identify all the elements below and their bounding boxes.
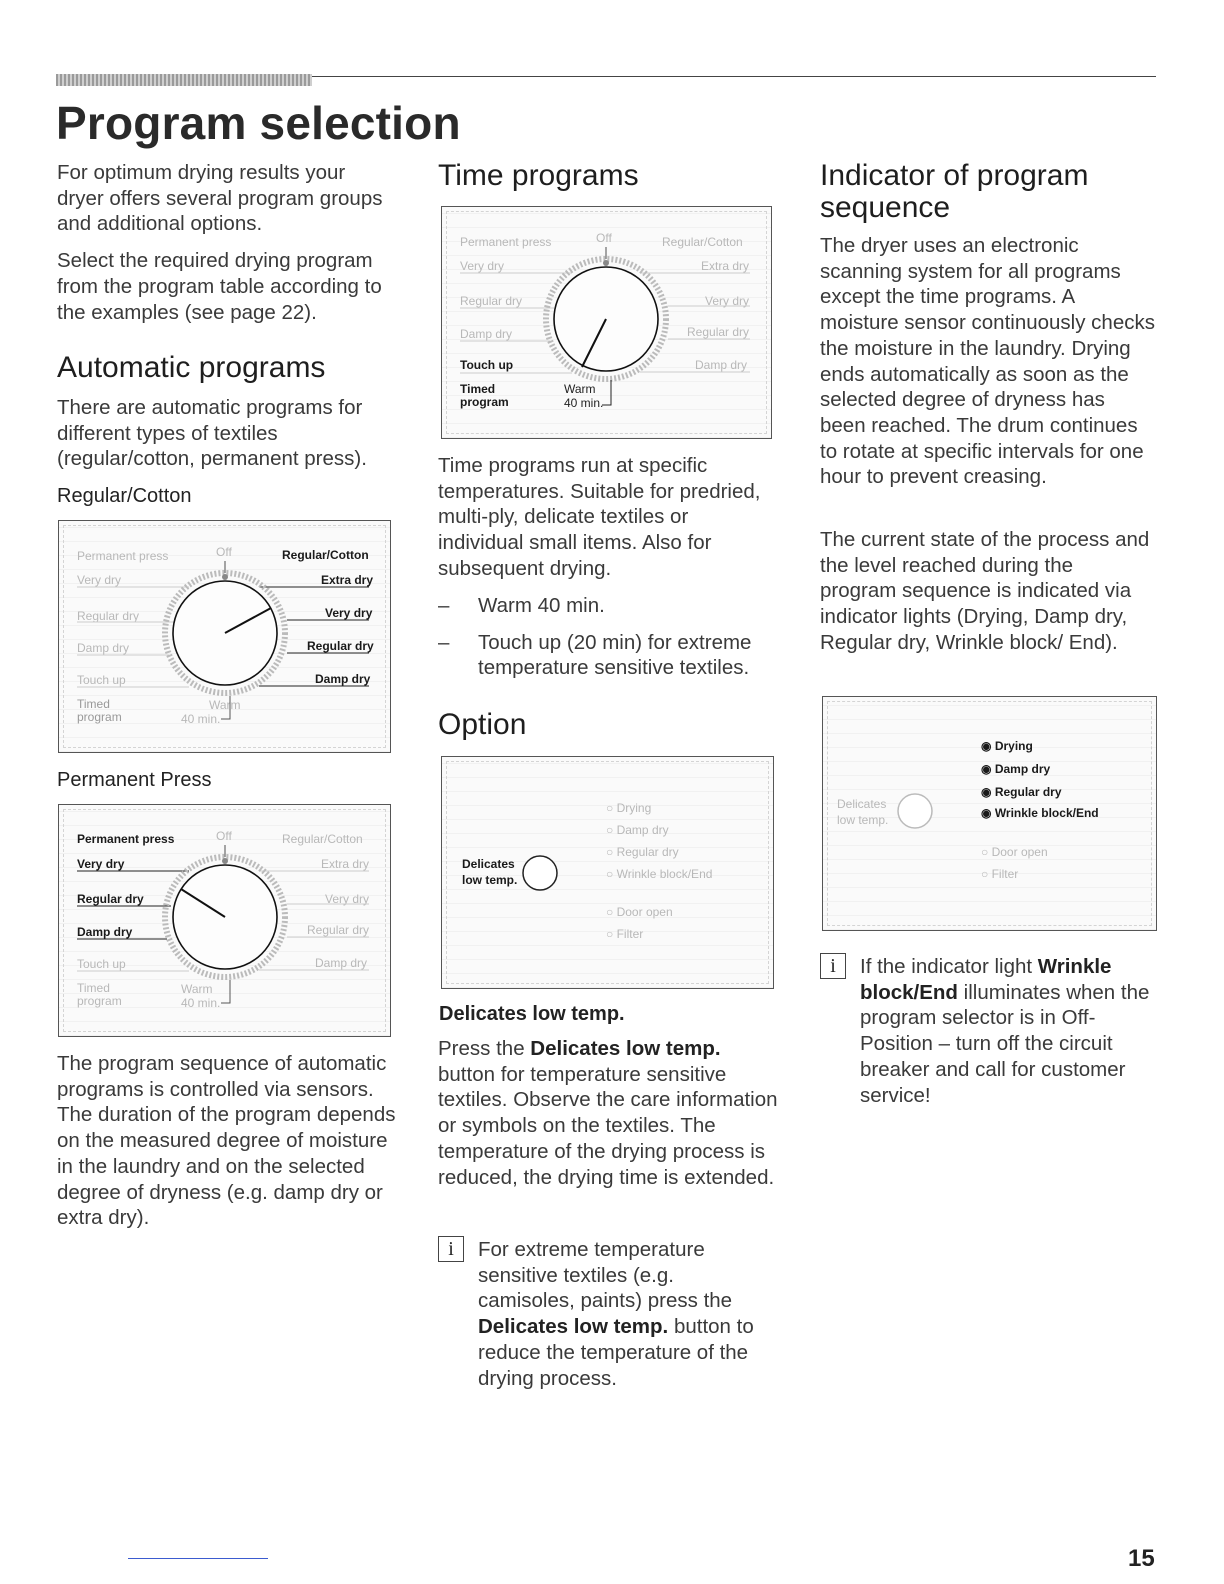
indicator-label: Damp dry [994, 762, 1051, 776]
indicator-wrinkle-block: ○ Wrinkle block/End [606, 867, 713, 881]
dial-label-program: program [77, 994, 122, 1008]
option-text [438, 1036, 778, 1190]
delicates-low-temp-button-icon[interactable] [520, 853, 560, 893]
indicator-paragraph-1: The dryer uses an electronic scanning system for all programs except the time programs. A moisture sensor continuously checks the moisture in the laundry. Drying ends automatically as soon as the selected degree of dryness has been reached. The drum continues to rotate at specific intervals for one hour to prevent creasing. [820, 234, 1155, 489]
indicator-door-open: ○ Door open [981, 845, 1048, 859]
time-programs-text: Time programs run at specific temperatures. Suitable for predried, multi-ply, delicate textiles or individual small items. Also for subsequent drying. [438, 454, 761, 580]
indicator-drying: ○ Drying [606, 801, 652, 815]
automatic-closing-text: The program sequence of automatic programs is controlled via sensors. The duration of the program depends on the measured degree of moisture in the laundry and on the selected degree of dryness (e.g. damp dry or extra dry). [57, 1052, 396, 1230]
header-rule [56, 74, 1156, 86]
indicator-damp-dry: ◉ Damp dry [981, 762, 1051, 776]
indicator-regular-dry: ○ Regular dry [606, 845, 679, 859]
dial-label-very-dry-right: Very dry [325, 606, 373, 620]
dial-label-off: Off [216, 545, 232, 559]
list-item: – Touch up (20 min) for extreme temperature sensitive textiles. [438, 630, 778, 681]
automatic-programs-heading: Automatic programs [57, 351, 326, 384]
dial-label-warm: Warm [209, 698, 241, 712]
dial-label-timed: Timed [77, 981, 110, 995]
indicator-label: Wrinkle block/End [616, 867, 713, 881]
dial-label-warm-time: 40 min. [181, 996, 221, 1010]
list-item: – Warm 40 min. [438, 593, 778, 619]
indicator-note [860, 954, 1155, 1108]
indicator-regular-dry: ◉ Regular dry [981, 785, 1062, 799]
indicator-heading: Indicator of program sequence [820, 159, 1089, 224]
dial-label-timed: Timed [460, 382, 496, 396]
dial-label-damp-dry-right: Damp dry [695, 358, 748, 372]
dial-label-timed: Timed [77, 697, 110, 711]
option-note-part: For extreme temperature sensitive textiles (e.g. camisoles, paints) press the [478, 1238, 733, 1313]
dial-label-damp-dry-right: Damp dry [315, 672, 371, 686]
dial-label-regular-dry-right: Regular dry [307, 639, 374, 653]
regular-cotton-heading: Regular/Cotton [57, 485, 192, 507]
dial-label-program: program [77, 710, 122, 724]
indicator-label: Regular dry [994, 785, 1062, 799]
header-shade-block [56, 74, 312, 86]
dial-label-warm-time: 40 min. [181, 712, 221, 726]
indicator-label: Door open [616, 905, 673, 919]
program-selector-dial [59, 805, 390, 1036]
dial-label-regular-dry: Regular dry [77, 609, 140, 623]
low-temp-label: low temp. [837, 813, 889, 827]
option-text-part: button for temperature sensitive textiles. Observe the care information or symbols on the textiles. The temperature of the drying process is reduced, the drying time is extended. [438, 1062, 778, 1189]
low-temp-label: low temp. [462, 873, 518, 887]
dial-label-damp-dry: Damp dry [77, 641, 130, 655]
dial-label-warm: Warm [181, 982, 213, 996]
dial-label-touch-up: Touch up [77, 673, 126, 687]
delicates-label: Delicates [837, 797, 887, 811]
indicator-note-part: If the indicator light [860, 955, 1038, 978]
page-number: 15 [1128, 1545, 1155, 1572]
indicator-paragraph-2: The current state of the process and the level reached during the program sequence is indicated via indicator lights (Drying, Damp dry, Regular dry, Wrinkle block/ End). [820, 528, 1150, 654]
option-heading: Option [438, 708, 527, 741]
dial-label-off: Off [596, 231, 612, 245]
dial-label-warm: Warm [564, 382, 596, 396]
dial-label-very-dry: Very dry [77, 857, 125, 871]
indicator-filter: ○ Filter [606, 927, 644, 941]
time-programs-dial-panel [441, 206, 772, 439]
option-text-part: Press the [438, 1037, 531, 1060]
permanent-press-heading: Permanent Press [57, 769, 212, 791]
left-column [57, 160, 397, 325]
dial-label-warm-time: 40 min. [564, 396, 604, 410]
option-note [478, 1237, 768, 1391]
dial-label-permanent-press: Permanent press [77, 549, 169, 563]
page-title: Program selection [56, 97, 461, 149]
dial-label-damp-dry: Damp dry [460, 327, 513, 341]
option-panel [441, 756, 774, 989]
indicator-panel [822, 696, 1157, 931]
dial-label-regular-dry: Regular dry [460, 294, 523, 308]
program-selector-dial [59, 521, 390, 752]
indicator-label: Regular dry [616, 845, 679, 859]
delicates-low-temp-button-icon [895, 791, 935, 831]
dial-label-extra-dry: Extra dry [321, 573, 374, 587]
dial-label-touch-up: Touch up [77, 957, 126, 971]
dial-label-program: program [460, 395, 509, 409]
intro-paragraph-2: Select the required drying program from the program table according to the examples (see page 22). [57, 249, 382, 324]
indicator-note-bold: Wrinkle block/End [860, 955, 1112, 1004]
indicator-label: Drying [616, 801, 652, 815]
dial-label-regular-cotton: Regular/Cotton [282, 548, 369, 562]
indicator-damp-dry: ○ Damp dry [606, 823, 669, 837]
dial-label-very-dry: Very dry [77, 573, 122, 587]
dial-label-extra-dry: Extra dry [701, 259, 750, 273]
dial-label-very-dry-right: Very dry [325, 892, 370, 906]
info-icon: i [438, 1236, 464, 1262]
option-info-icon [438, 1236, 464, 1262]
indicator-label: Filter [616, 927, 644, 941]
automatic-programs-text: There are automatic programs for different types of textiles (regular/cotton, permanent press). [57, 396, 367, 471]
indicator-wrinkle-block: ◉ Wrinkle block/End [981, 806, 1099, 820]
header-line [312, 76, 1156, 77]
dial-label-regular-cotton: Regular/Cotton [282, 832, 363, 846]
dial-label-touch-up: Touch up [460, 358, 514, 372]
dial-label-regular-dry-right: Regular dry [687, 325, 750, 339]
dial-label-permanent-press: Permanent press [77, 832, 175, 846]
option-note-bold: Delicates low temp. [478, 1315, 669, 1339]
time-programs-list [438, 593, 778, 681]
option-text-bold: Delicates low temp. [530, 1037, 721, 1060]
delicates-label: Delicates [462, 857, 515, 871]
indicator-filter: ○ Filter [981, 867, 1019, 881]
indicator-label: Door open [991, 845, 1048, 859]
indicator-label: Damp dry [616, 823, 669, 837]
time-programs-heading: Time programs [438, 159, 639, 192]
indicator-label: Drying [994, 739, 1033, 753]
dial-label-regular-dry: Regular dry [77, 892, 144, 906]
delicates-low-temp-heading: Delicates low temp. [439, 1003, 625, 1025]
indicator-label: Filter [991, 867, 1019, 881]
dial-label-very-dry-right: Very dry [705, 294, 750, 308]
footer-line [128, 1558, 268, 1559]
dial-label-off: Off [216, 829, 232, 843]
dial-label-permanent-press: Permanent press [460, 235, 552, 249]
regular-cotton-dial-panel [58, 520, 391, 753]
indicator-note-part: illuminates when the program selector is in Off-Position – turn off the circuit breaker and call for customer service! [860, 980, 1150, 1107]
dial-label-very-dry: Very dry [460, 259, 505, 273]
dial-label-regular-dry-right: Regular dry [307, 923, 370, 937]
indicator-drying: ◉ Drying [981, 739, 1033, 753]
dial-label-damp-dry-right: Damp dry [315, 956, 368, 970]
permanent-press-dial-panel [58, 804, 391, 1037]
indicator-info-icon [820, 953, 846, 979]
dial-label-regular-cotton: Regular/Cotton [662, 235, 743, 249]
indicator-label: Wrinkle block/End [994, 806, 1099, 820]
info-icon: i [820, 953, 846, 979]
dial-label-damp-dry: Damp dry [77, 925, 133, 939]
option-note-part: button to reduce the temperature of the drying process. [478, 1315, 754, 1390]
program-selector-dial [442, 207, 771, 438]
intro-paragraph-1: For optimum drying results your dryer offers several program groups and additional options. [57, 161, 383, 236]
indicator-door-open: ○ Door open [606, 905, 673, 919]
dial-label-extra-dry: Extra dry [321, 857, 370, 871]
